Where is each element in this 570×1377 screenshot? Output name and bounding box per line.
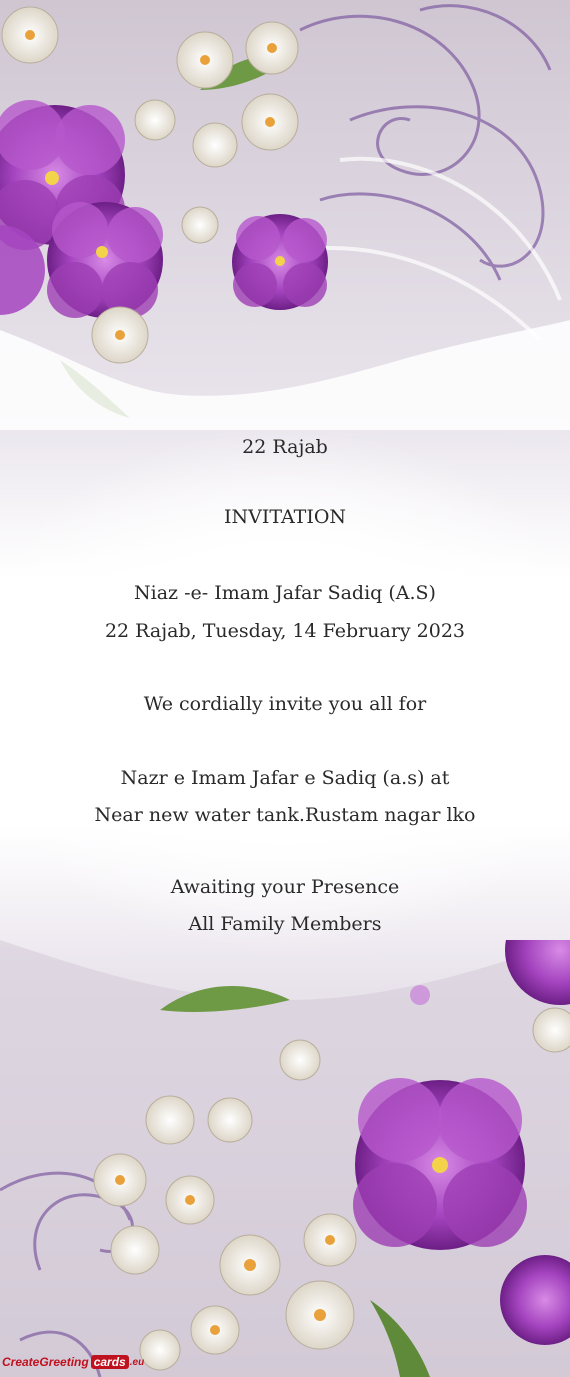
event-name: Niaz -e- Imam Jafar Sadiq (A.S) xyxy=(134,582,436,604)
brand-text-1: CreateGreeting xyxy=(2,1355,89,1369)
invitation-title: INVITATION xyxy=(223,506,347,528)
purple-flower-icon xyxy=(47,202,163,318)
nazr-line: Nazr e Imam Jafar e Sadiq (a.s) at xyxy=(120,767,450,789)
top-floral-decoration xyxy=(0,0,570,430)
event-date: 22 Rajab, Tuesday, 14 February 2023 xyxy=(104,620,466,642)
brand-logo[interactable] xyxy=(2,1349,144,1375)
host-line: All Family Members xyxy=(188,913,382,935)
swirl-ornament xyxy=(300,6,550,280)
invite-line: We cordially invite you all for xyxy=(143,693,427,715)
purple-flower-icon xyxy=(232,214,328,310)
purple-flower-icon xyxy=(353,1078,527,1250)
location: Near new water tank.Rustam nagar lko xyxy=(94,804,476,826)
date-heading: 22 Rajab xyxy=(242,436,328,458)
closing-line: Awaiting your Presence xyxy=(170,876,400,898)
bottom-floral-decoration xyxy=(0,940,570,1377)
brand-text-3: .eu xyxy=(129,1356,145,1368)
brand-text-2: cards xyxy=(91,1355,129,1369)
